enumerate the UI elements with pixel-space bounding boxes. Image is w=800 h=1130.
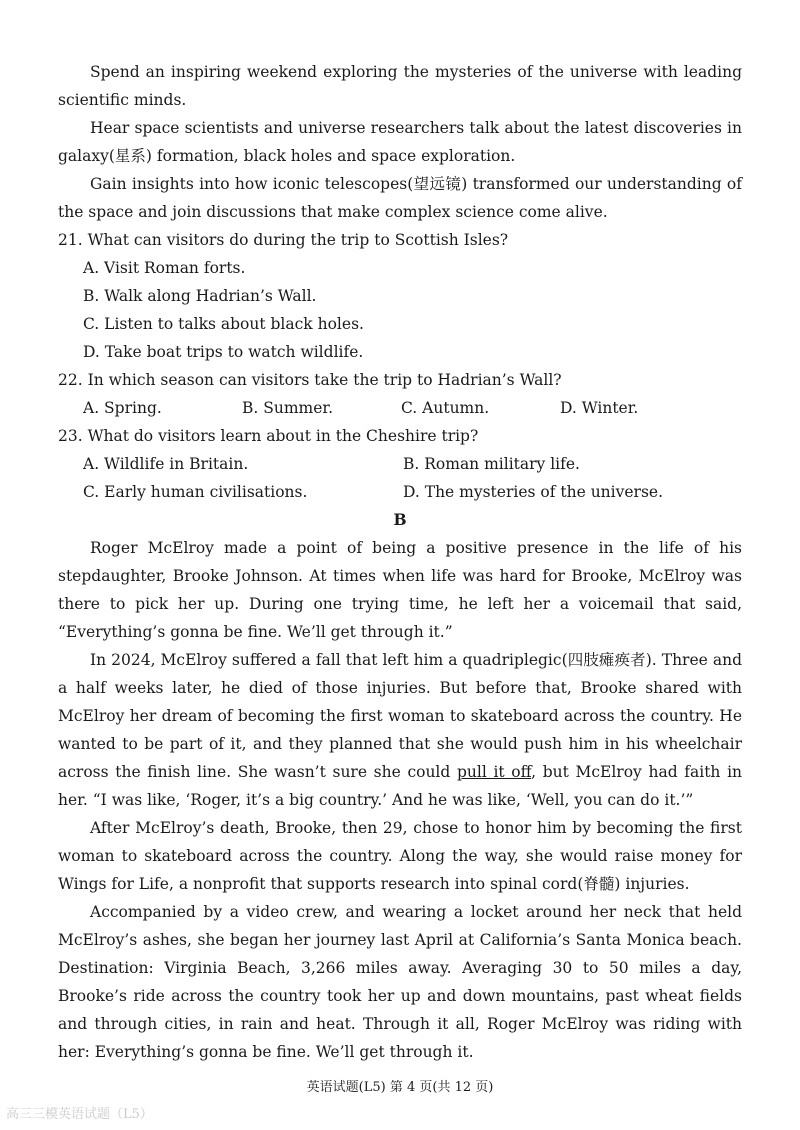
option-b: B. Walk along Hadrian’s Wall. — [83, 287, 317, 305]
option-d: D. Take boat trips to watch wildlife. — [83, 343, 364, 361]
passage-paragraph-2 — [58, 646, 742, 814]
underlined-phrase: pull it off — [456, 763, 532, 781]
intro-paragraph-1: Spend an inspiring weekend exploring the mysteries of the universe with leading scientific minds. — [58, 63, 742, 109]
intro-paragraph-2: Hear space scientists and universe researchers talk about the latest discoveries in galaxy(星系) formation, black holes and space exploration. — [58, 119, 742, 165]
option-b: B. Roman military life. — [403, 455, 580, 473]
question-21 — [58, 226, 742, 366]
passage-paragraph-3: After McElroy’s death, Brooke, then 29, chose to honor him by becoming the first woman to skateboard across the country. Along the way, she would raise money for Wings for Life, a nonprofit that supports research into spinal cord(脊髓) injuries. — [58, 819, 742, 893]
option-b: B. Summer. — [242, 399, 334, 417]
option-d: D. The mysteries of the universe. — [403, 483, 664, 501]
options-row — [58, 394, 742, 422]
question-stem: 22. In which season can visitors take the trip to Hadrian’s Wall? — [58, 371, 562, 389]
option-d: D. Winter. — [560, 399, 639, 417]
question-stem: 23. What do visitors learn about in the Cheshire trip? — [58, 427, 479, 445]
exam-page — [58, 58, 742, 1066]
option-c: C. Autumn. — [401, 399, 490, 417]
question-22 — [58, 366, 742, 422]
question-23 — [58, 422, 742, 506]
option-a: A. Wildlife in Britain. — [83, 455, 249, 473]
options-row — [58, 478, 742, 506]
option-c: C. Listen to talks about black holes. — [83, 315, 364, 333]
passage-paragraph-4: Accompanied by a video crew, and wearing a locket around her neck that held McElroy’s ashes, she began her journey last April at California’s Santa Monica beach. Destination: Virginia Beach, 3,266 miles away. Averaging 30 to 50 miles a day, Brooke’s ride across the country took her up and down mountains, past wheat fields and through cities, in rain and heat. Through it all, Roger McElroy was riding with her: Everything’s gonna be fine. We’ll get through it. — [58, 903, 742, 1061]
intro-paragraph-3: Gain insights into how iconic telescopes(望远镜) transformed our understanding of the space and join discussions that make complex science come alive. — [58, 175, 742, 221]
paragraph-text: In 2024, McElroy suffered a fall that left him a quadriplegic(四肢瘫痪者). Three and a half weeks later, he died of those injuries. But before that, Brooke shared with McElroy her dream of becoming the first woman to skateboard across the country. He wanted to be part of it, and they planned that she would push him in his wheelchair across the finish line. She wasn’t sure she could — [58, 651, 742, 781]
option-c: C. Early human civilisations. — [83, 483, 308, 501]
question-stem: 21. What can visitors do during the trip to Scottish Isles? — [58, 231, 509, 249]
watermark: 高三三模英语试题（L5） — [6, 1107, 153, 1122]
paragraph-text: , but McElroy had faith in her. “I was like, ‘Roger, it’s a big country.’ And he was like, ‘Well, you can do it.’” — [58, 763, 743, 809]
option-a: A. Visit Roman forts. — [83, 259, 246, 277]
page-footer: 英语试题(L5) 第 4 页(共 12 页) — [306, 1080, 494, 1095]
passage-paragraph-1: Roger McElroy made a point of being a positive presence in the life of his stepdaughter, Brooke Johnson. At times when life was hard for Brooke, McElroy was there to pick her up. During one trying time, he left her a voicemail that said, “Everything’s gonna be fine. We’ll get through it.” — [58, 539, 742, 641]
section-heading: B — [393, 510, 407, 529]
options-row — [58, 450, 742, 478]
option-a: A. Spring. — [83, 399, 162, 417]
